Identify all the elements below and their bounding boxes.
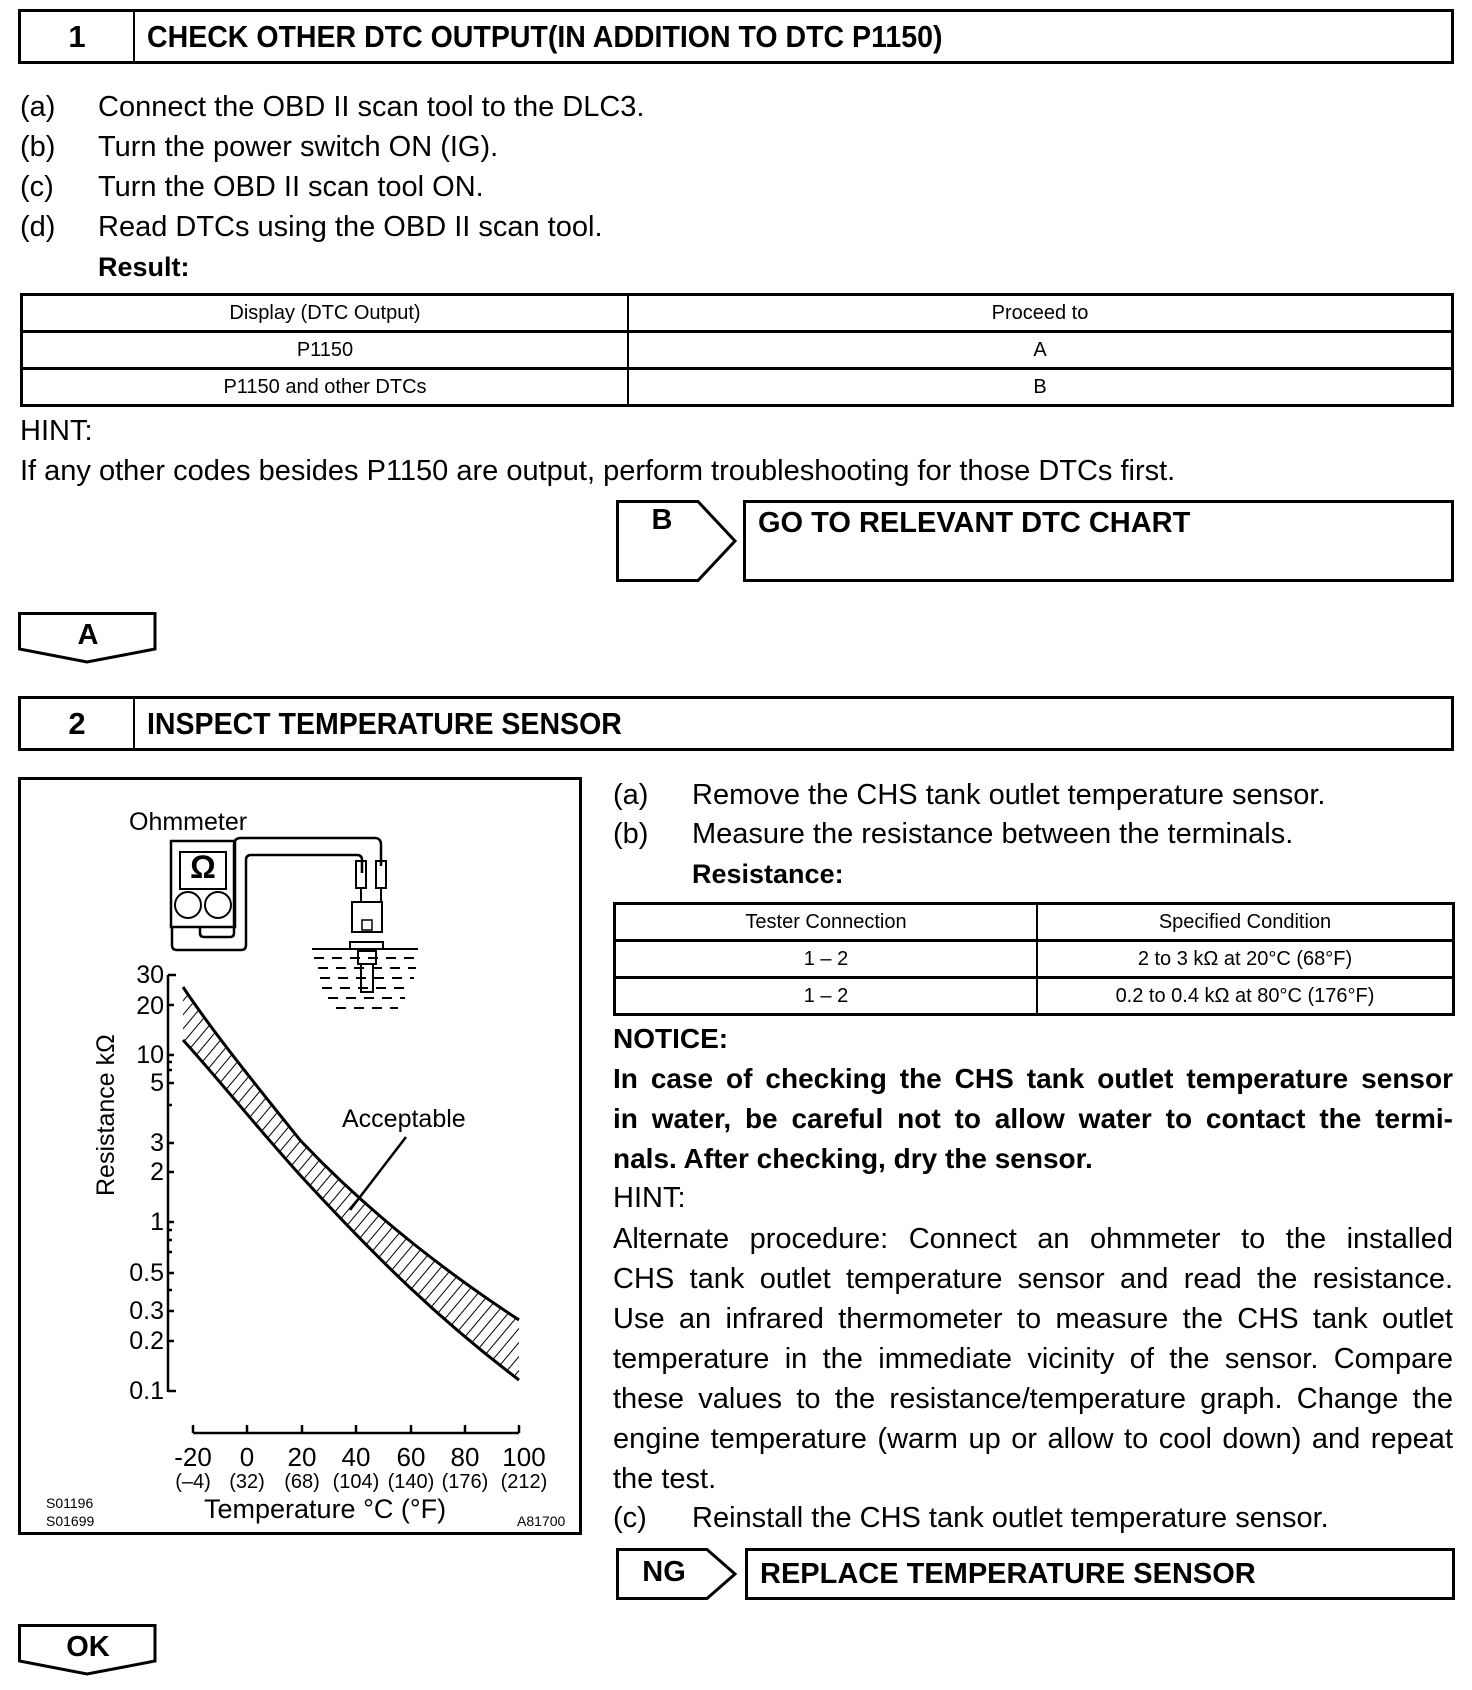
branch-ng-tag[interactable] [616, 1548, 738, 1600]
x-axis-label: Temperature °C (°F) [204, 1494, 447, 1524]
figure-ref-code: S01196 [46, 1495, 94, 1511]
table-header: Specified Condition [1037, 904, 1454, 941]
x-tick: 100 [502, 1442, 546, 1472]
step-label: (a) [613, 779, 649, 811]
x-tick-f: (–4) [175, 1471, 211, 1493]
notice-line: nals. After checking, dry the sensor. [613, 1143, 1093, 1174]
acceptable-label: Acceptable [342, 1105, 466, 1133]
hint-label: HINT: [613, 1182, 686, 1214]
step-text: Read DTCs using the OBD II scan tool. [98, 211, 603, 243]
figure-drawing [0, 0, 600, 1560]
y-tick: 5 [150, 1069, 164, 1097]
notice-label: NOTICE: [613, 1023, 729, 1054]
step-text: Reinstall the CHS tank outlet temperature sensor. [692, 1502, 1329, 1534]
x-tick: 20 [287, 1442, 317, 1472]
acceptable-band [183, 987, 519, 1380]
hint-line: Alternate procedure: Connect an ohmmeter to the installed [613, 1223, 1453, 1255]
step-title: INSPECT TEMPERATURE SENSOR [147, 706, 622, 741]
hint-line: CHS tank outlet temperature sensor and read the resistance. [613, 1263, 1453, 1295]
y-tick: 0.5 [129, 1259, 164, 1287]
branch-tag-label: B [651, 504, 673, 536]
hint-label: HINT: [20, 415, 93, 447]
ohm-symbol-icon: Ω [190, 849, 216, 885]
step-text: Remove the CHS tank outlet temperature sensor. [692, 779, 1326, 811]
table-header: Display (DTC Output) [22, 295, 629, 332]
step-text: Measure the resistance between the terminals. [692, 818, 1294, 850]
notice-line: in water, be careful not to allow water to contact the termi- [613, 1103, 1453, 1134]
branch-tag-label: NG [642, 1556, 686, 1588]
x-tick-f: (176) [441, 1471, 489, 1493]
branch-ok-tag[interactable] [18, 1624, 158, 1676]
table-cell: P1150 [22, 332, 629, 369]
table-row [615, 941, 1454, 978]
hint-line: engine temperature (warm up or allow to cool down) and repeat [613, 1423, 1453, 1455]
hint-line: temperature in the immediate vicinity of the sensor. Compare [613, 1343, 1453, 1375]
y-tick: 20 [136, 992, 164, 1020]
x-tick-f: (140) [387, 1471, 435, 1493]
step-label: (b) [20, 131, 56, 163]
branch-tag-label: A [77, 619, 99, 651]
step-text: Turn the power switch ON (IG). [98, 131, 499, 163]
figure-ref-code: A81700 [517, 1513, 566, 1529]
step-label: (c) [613, 1502, 647, 1534]
step-text: Connect the OBD II scan tool to the DLC3. [98, 91, 645, 123]
branch-b-tag[interactable] [616, 500, 738, 582]
y-tick: 3 [150, 1129, 164, 1157]
y-tick: 1 [150, 1208, 164, 1236]
x-tick: 0 [239, 1442, 255, 1472]
resistance-label: Resistance: [692, 859, 844, 889]
branch-action-label: GO TO RELEVANT DTC CHART [758, 507, 1191, 539]
result-label: Result: [98, 252, 190, 282]
step-label: (b) [613, 818, 649, 850]
x-tick-f: (104) [332, 1471, 380, 1493]
table-cell: 1 – 2 [615, 941, 1038, 978]
table-cell: B [628, 369, 1453, 406]
x-tick-f: (32) [229, 1471, 265, 1493]
table-cell: P1150 and other DTCs [22, 369, 629, 406]
table-header: Proceed to [628, 295, 1453, 332]
notice-line: In case of checking the CHS tank outlet temperature sensor [613, 1063, 1453, 1094]
figure-ref-code: S01699 [46, 1513, 95, 1529]
table-cell: 0.2 to 0.4 kΩ at 80°C (176°F) [1037, 978, 1454, 1015]
hint-line: Use an infrared thermometer to measure the CHS tank outlet [613, 1303, 1453, 1335]
table-cell: 2 to 3 kΩ at 20°C (68°F) [1037, 941, 1454, 978]
step-title: CHECK OTHER DTC OUTPUT(IN ADDITION TO DTC P1150) [147, 19, 943, 54]
ohmmeter-label: Ohmmeter [129, 808, 248, 836]
table-cell: 1 – 2 [615, 978, 1038, 1015]
hint-line: these values to the resistance/temperature graph. Change the [613, 1383, 1453, 1415]
table-row [615, 978, 1454, 1015]
branch-tag-label: OK [66, 1631, 110, 1663]
go-to-dtc-chart-box[interactable] [743, 500, 1454, 582]
x-tick: 80 [450, 1442, 480, 1472]
step-text: Turn the OBD II scan tool ON. [98, 171, 484, 203]
hint-text: If any other codes besides P1150 are output, perform troubleshooting for those DTCs first. [20, 455, 1176, 487]
x-tick-f: (68) [284, 1471, 320, 1493]
y-tick: 2 [150, 1158, 164, 1186]
y-tick: 0.2 [129, 1327, 164, 1355]
step-label: (a) [20, 91, 56, 123]
replace-sensor-box[interactable] [745, 1548, 1455, 1600]
x-tick: 60 [396, 1442, 426, 1472]
x-tick: -20 [174, 1442, 212, 1472]
y-tick: 10 [136, 1041, 164, 1069]
step-number: 2 [21, 699, 135, 748]
step-label: (d) [20, 211, 56, 243]
hint-line: the test. [613, 1463, 717, 1495]
y-axis-label: Resistance kΩ [92, 1034, 120, 1196]
x-tick: 40 [341, 1442, 371, 1472]
y-tick: 0.3 [129, 1297, 164, 1325]
table-cell: A [628, 332, 1453, 369]
x-tick-f: (212) [500, 1471, 548, 1493]
step-label: (c) [20, 171, 54, 203]
resistance-spec-table [613, 902, 1455, 1016]
table-header: Tester Connection [615, 904, 1038, 941]
y-tick: 30 [136, 961, 164, 989]
step-number: 1 [21, 12, 135, 61]
y-tick: 0.1 [129, 1377, 164, 1405]
branch-action-label: REPLACE TEMPERATURE SENSOR [760, 1558, 1256, 1590]
